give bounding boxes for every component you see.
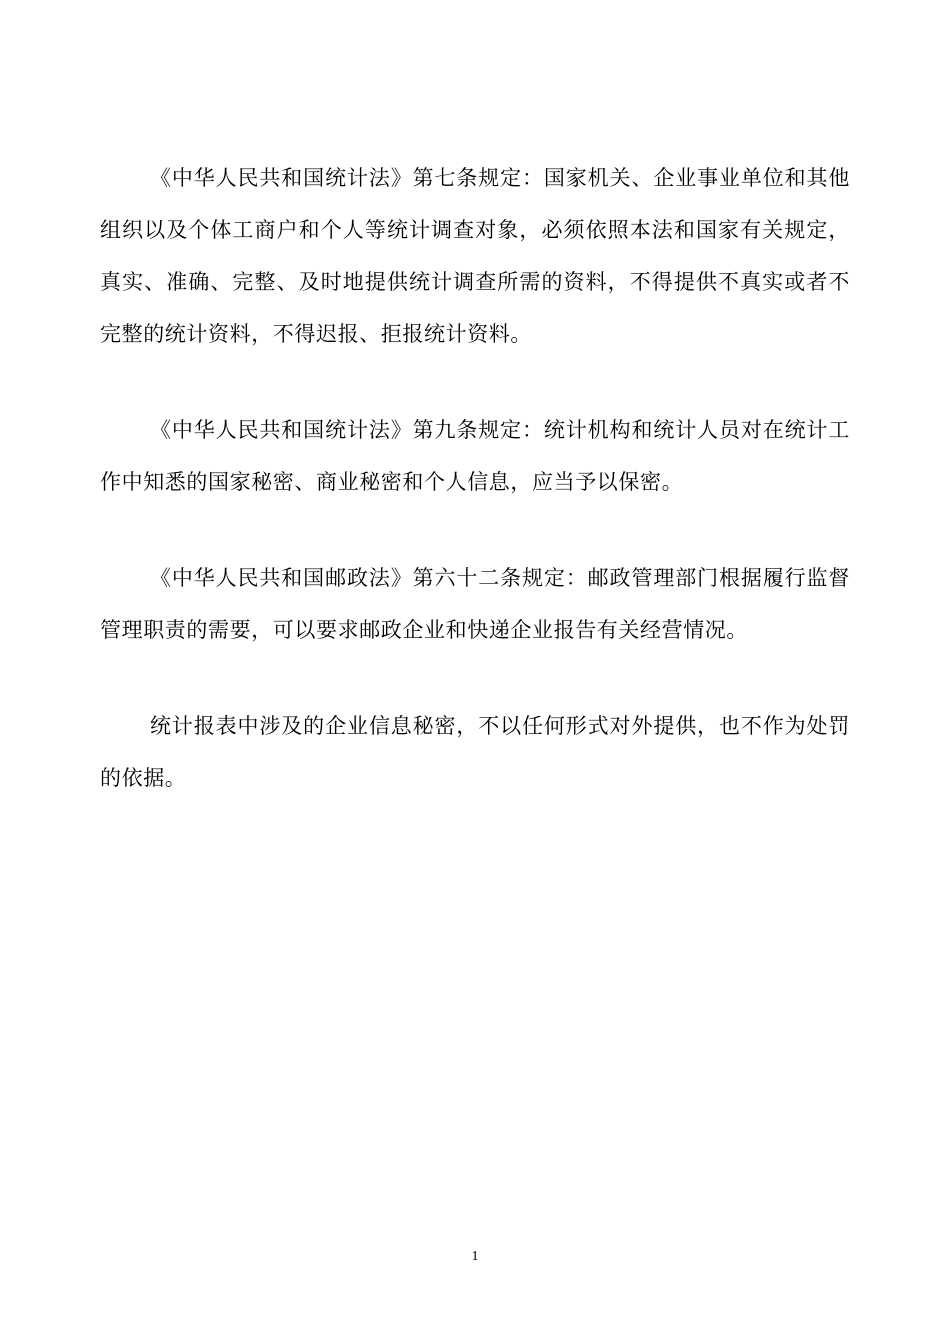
document-body [100, 152, 850, 804]
page-number: 1 [471, 1249, 479, 1264]
paragraph-confidentiality-note: 统计报表中涉及的企业信息秘密，不以任何形式对外提供，也不作为处罚的依据。 [100, 714, 850, 790]
paragraph-statistics-law-article-7: 《中华人民共和国统计法》第七条规定：国家机关、企业事业单位和其他组织以及个体工商户和个人等统计调查对象，必须依照本法和国家有关规定，真实、准确、完整、及时地提供统计调查所需的资料，不得提供不真实或者不完整的统计资料，不得迟报、拒报统计资料。 [100, 166, 850, 346]
paragraph-statistics-law-article-9: 《中华人民共和国统计法》第九条规定：统计机构和统计人员对在统计工作中知悉的国家秘密、商业秘密和个人信息，应当予以保密。 [100, 418, 850, 494]
paragraph-postal-law-article-62: 《中华人民共和国邮政法》第六十二条规定：邮政管理部门根据履行监督管理职责的需要，可以要求邮政企业和快递企业报告有关经营情况。 [100, 566, 850, 642]
